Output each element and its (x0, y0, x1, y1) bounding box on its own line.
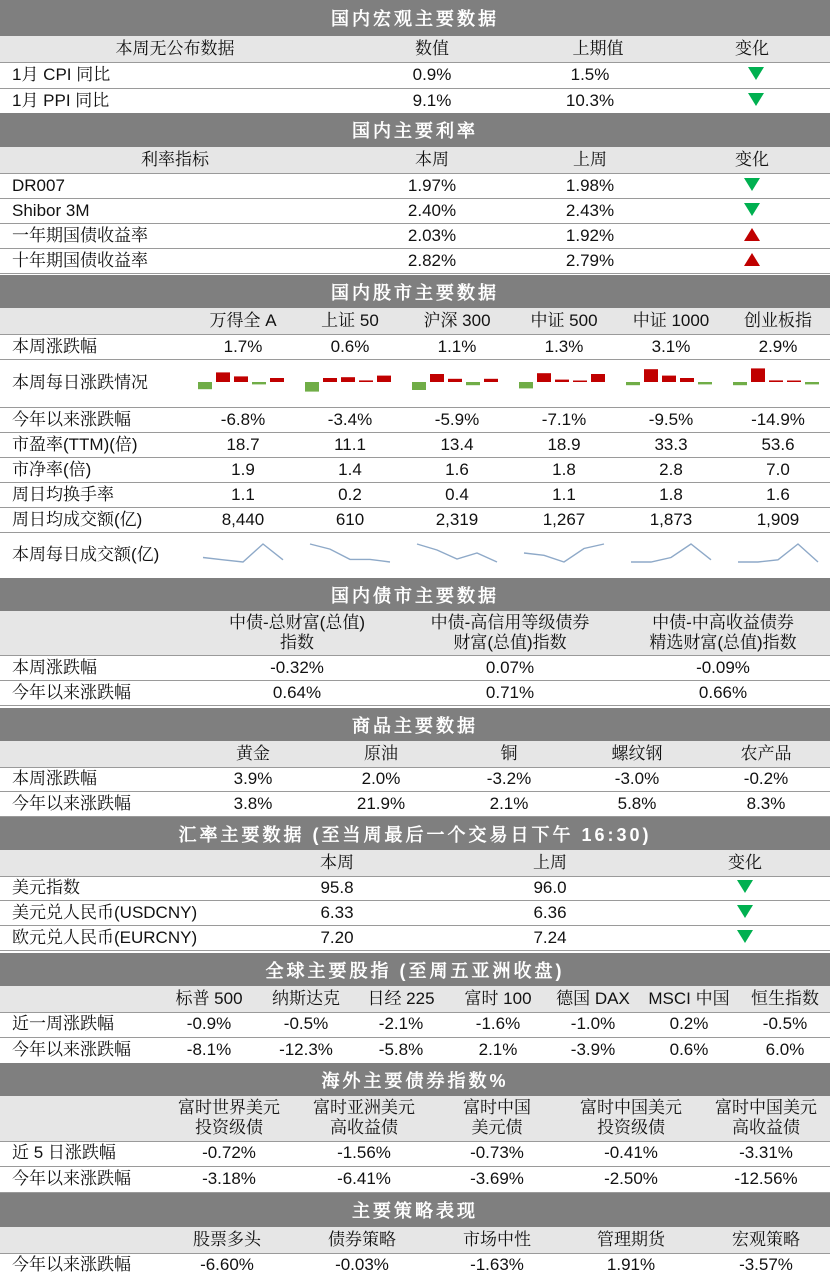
macro-prev-value: 1.5% (570, 65, 610, 84)
stock-turnover-value: 1.1 (231, 485, 255, 504)
row-divider (0, 407, 830, 408)
commodity-col-header: 农产品 (740, 744, 792, 763)
row-divider (0, 1166, 830, 1167)
bond-value: 0.07% (485, 658, 535, 677)
commodity-row-label: 今年以来涨跌幅 (12, 794, 131, 813)
bond-value: -0.09% (696, 658, 750, 677)
row-divider (0, 532, 830, 533)
daily-change-bar (626, 382, 640, 385)
daily-volume-line (524, 544, 604, 562)
overseas-value: -12.56% (734, 1169, 798, 1188)
row-divider (0, 173, 830, 174)
change-down-icon (748, 93, 764, 106)
global-value: -2.1% (378, 1014, 424, 1033)
commodity-value: 2.1% (489, 794, 529, 813)
bond-value: 0.66% (698, 683, 748, 702)
row-divider (0, 334, 830, 335)
daily-change-bar (466, 382, 480, 385)
overseas-value: -1.56% (337, 1143, 391, 1162)
global-row-label: 近一周涨跌幅 (12, 1014, 114, 1033)
bond-index-col-header: 中债-总财富(总值) 指数 (229, 613, 365, 652)
strategy-col-header: 债券策略 (328, 1230, 396, 1249)
row-divider (0, 900, 830, 901)
overseas-value: -0.72% (202, 1143, 256, 1162)
global-index-col-header: 富时 100 (464, 989, 532, 1008)
daily-change-bar (698, 382, 712, 384)
rate-prev-value: 2.79% (565, 251, 615, 270)
daily-change-bar (252, 382, 266, 384)
fx-value: 6.33 (320, 903, 354, 922)
rate-row-label: 十年期国债收益率 (12, 251, 148, 270)
commodity-value: 8.3% (746, 794, 786, 813)
row-divider (0, 767, 830, 768)
commodity-value: 2.0% (361, 769, 401, 788)
stock-ytd-value: -9.5% (648, 410, 694, 429)
stock-pb-value: 1.6 (445, 460, 469, 479)
row-divider (0, 88, 830, 89)
commodity-value: -0.2% (743, 769, 789, 788)
rate-row-label: DR007 (12, 176, 65, 195)
stock-turnover-value: 0.2 (338, 485, 362, 504)
daily-change-bar (769, 380, 783, 382)
daily-change-bar (751, 368, 765, 382)
daily-change-bar-chart (517, 362, 611, 402)
change-down-icon (744, 203, 760, 216)
row-divider (0, 705, 830, 706)
bond-row-label: 本周涨跌幅 (12, 658, 97, 677)
daily-change-bar (377, 376, 391, 382)
daily-change-bar-chart (196, 362, 290, 402)
rates-col-header: 上周 (573, 150, 607, 169)
daily-volume-sparkline (415, 542, 499, 566)
global-index-col-header: MSCI 中国 (648, 989, 730, 1008)
macro-prev-value: 10.3% (565, 91, 615, 110)
strategy-value: -6.60% (200, 1255, 254, 1274)
stock-pb-value: 1.4 (338, 460, 362, 479)
row-divider (0, 925, 830, 926)
macro-col-header: 数值 (415, 39, 449, 58)
daily-volume-line (631, 544, 711, 562)
daily-change-bar (644, 369, 658, 382)
overseas-value: -0.41% (604, 1143, 658, 1162)
overseas-row-label: 今年以来涨跌幅 (12, 1169, 131, 1188)
commodity-value: 3.9% (233, 769, 273, 788)
row-divider (0, 1141, 830, 1142)
row-divider (0, 791, 830, 792)
stock-index-col-header: 上证 50 (321, 311, 379, 330)
row-divider (0, 876, 830, 877)
daily-volume-line (203, 544, 283, 562)
bond-value: -0.32% (270, 658, 324, 677)
daily-change-bar (270, 378, 284, 382)
daily-change-bar (805, 382, 819, 384)
stock-pe-value: 18.9 (547, 435, 581, 454)
rate-value: 1.97% (407, 176, 457, 195)
stock-pb-value: 1.9 (231, 460, 255, 479)
overseas-value: -6.41% (337, 1169, 391, 1188)
stock-weekly-change: 1.3% (544, 337, 584, 356)
daily-volume-sparkline (201, 542, 285, 566)
global-value: 0.2% (669, 1014, 709, 1033)
global-value: 0.6% (669, 1040, 709, 1059)
global-value: -8.1% (186, 1040, 232, 1059)
stock-volume-value: 1,267 (542, 510, 586, 529)
stock-ytd-value: -7.1% (541, 410, 587, 429)
row-divider (0, 248, 830, 249)
overseas-value: -2.50% (604, 1169, 658, 1188)
fx-row-label: 美元指数 (12, 878, 80, 897)
daily-change-bar (359, 380, 373, 382)
change-down-icon (748, 67, 764, 80)
overseas-bond-col-header: 富时亚洲美元 高收益债 (313, 1098, 415, 1137)
stock-index-col-header: 中证 500 (530, 311, 598, 330)
row-divider (0, 1037, 830, 1038)
stock-weekly-change: 1.7% (223, 337, 263, 356)
rate-value: 2.82% (407, 251, 457, 270)
fx-row-label: 美元兑人民币(USDCNY) (12, 903, 198, 922)
row-divider (0, 457, 830, 458)
stock-index-col-header: 创业板指 (744, 311, 812, 330)
global-index-col-header: 德国 DAX (556, 989, 630, 1008)
global-value: -12.3% (279, 1040, 333, 1059)
rate-value: 2.03% (407, 226, 457, 245)
bond-index-col-header: 中债-中高收益债券 精选财富(总值)指数 (649, 613, 797, 652)
daily-change-bar (680, 378, 694, 382)
change-up-icon (744, 228, 760, 241)
fx-col-header: 本周 (320, 853, 354, 872)
strategy-value: -3.57% (739, 1255, 793, 1274)
stock-turnover-value: 1.8 (659, 485, 683, 504)
stock-pe-value: 18.7 (226, 435, 260, 454)
rate-prev-value: 2.43% (565, 201, 615, 220)
stock-pe-value: 13.4 (440, 435, 474, 454)
stock-index-col-header: 中证 1000 (632, 311, 710, 330)
stock-weekly-change: 0.6% (330, 337, 370, 356)
commodity-value: -3.0% (614, 769, 660, 788)
stock-turnover-value: 0.4 (445, 485, 469, 504)
daily-change-bar (573, 381, 587, 383)
daily-change-bar-chart (410, 362, 504, 402)
rates-col-header: 变化 (735, 150, 769, 169)
daily-change-bar-chart (624, 362, 718, 402)
overseas-value: -3.69% (470, 1169, 524, 1188)
stock-turnover-value: 1.1 (552, 485, 576, 504)
daily-change-bar (305, 382, 319, 392)
strategy-col-header: 股票多头 (193, 1230, 261, 1249)
row-divider (0, 655, 830, 656)
rate-value: 2.40% (407, 201, 457, 220)
commodity-col-header: 原油 (364, 744, 398, 763)
global-value: 6.0% (765, 1040, 805, 1059)
stock-weekly-change: 2.9% (758, 337, 798, 356)
daily-volume-sparkline (736, 542, 820, 566)
daily-change-bar (591, 374, 605, 382)
global-section-header: 全球主要股指 (至周五亚洲收盘) (0, 953, 830, 986)
change-down-icon (737, 930, 753, 943)
stock-row-label: 本周每日涨跌情况 (12, 373, 148, 392)
daily-volume-sparkline (629, 542, 713, 566)
row-divider (0, 1012, 830, 1013)
strategies-section-header: 主要策略表现 (0, 1193, 830, 1227)
macro-section-header: 国内宏观主要数据 (0, 0, 830, 36)
commodity-value: 3.8% (233, 794, 273, 813)
change-up-icon (744, 253, 760, 266)
global-value: -3.9% (570, 1040, 616, 1059)
fx-prev-value: 96.0 (533, 878, 567, 897)
stock-ytd-value: -3.4% (327, 410, 373, 429)
stock-ytd-value: -6.8% (220, 410, 266, 429)
macro-value: 9.1% (412, 91, 452, 110)
rates-section-header: 国内主要利率 (0, 113, 830, 147)
macro-row-label: 1月 CPI 同比 (12, 65, 111, 84)
fx-col-header: 变化 (728, 853, 762, 872)
daily-volume-sparkline (522, 542, 606, 566)
daily-change-bar (733, 382, 747, 385)
strategy-value: -0.03% (335, 1255, 389, 1274)
daily-change-bar-chart (731, 362, 825, 402)
stock-ytd-value: -14.9% (751, 410, 805, 429)
stock-pb-value: 1.8 (552, 460, 576, 479)
commodity-value: 5.8% (617, 794, 657, 813)
fx-section-header: 汇率主要数据 (至当周最后一个交易日下午 16:30) (0, 817, 830, 850)
strategy-value: -1.63% (470, 1255, 524, 1274)
bond-value: 0.71% (485, 683, 535, 702)
fx-row-label: 欧元兑人民币(EURCNY) (12, 928, 198, 947)
global-value: 2.1% (478, 1040, 518, 1059)
macro-col-header: 上期值 (572, 39, 624, 58)
stock-volume-value: 2,319 (435, 510, 479, 529)
bond-row-label: 今年以来涨跌幅 (12, 683, 131, 702)
stock-ytd-value: -5.9% (434, 410, 480, 429)
commodity-col-header: 螺纹钢 (611, 744, 663, 763)
strategy-col-header: 市场中性 (463, 1230, 531, 1249)
overseas-value: -3.31% (739, 1143, 793, 1162)
rate-row-label: 一年期国债收益率 (12, 226, 148, 245)
global-value: -1.6% (475, 1014, 521, 1033)
bond-index-col-header: 中债-高信用等级债券 财富(总值)指数 (430, 613, 590, 652)
commodities-section-header: 商品主要数据 (0, 708, 830, 741)
overseas-value: -3.18% (202, 1169, 256, 1188)
rates-col-header: 本周 (415, 150, 449, 169)
fx-prev-value: 7.24 (533, 928, 567, 947)
stock-pe-value: 53.6 (761, 435, 795, 454)
global-index-col-header: 恒生指数 (751, 989, 819, 1008)
stock-pb-value: 2.8 (659, 460, 683, 479)
stock-weekly-change: 1.1% (437, 337, 477, 356)
fx-col-header: 上周 (533, 853, 567, 872)
row-divider (0, 950, 830, 951)
daily-change-bar (198, 382, 212, 389)
fx-value: 7.20 (320, 928, 354, 947)
global-value: -0.5% (283, 1014, 329, 1033)
stock-row-label: 本周涨跌幅 (12, 337, 97, 356)
daily-change-bar (341, 377, 355, 382)
change-down-icon (744, 178, 760, 191)
rate-prev-value: 1.98% (565, 176, 615, 195)
stock-pe-value: 33.3 (654, 435, 688, 454)
stock-index-col-header: 沪深 300 (423, 311, 491, 330)
commodity-row-label: 本周涨跌幅 (12, 769, 97, 788)
macro-value: 0.9% (412, 65, 452, 84)
daily-volume-line (417, 544, 497, 562)
daily-change-bar (430, 374, 444, 382)
daily-change-bar (787, 381, 801, 383)
strategy-col-header: 宏观策略 (732, 1230, 800, 1249)
row-divider (0, 1253, 830, 1254)
stock-row-label: 今年以来涨跌幅 (12, 410, 131, 429)
daily-change-bar-chart (303, 362, 397, 402)
global-value: -5.8% (378, 1040, 424, 1059)
daily-change-bar (484, 379, 498, 382)
stocks-section-header: 国内股市主要数据 (0, 275, 830, 308)
stock-index-col-header: 万得全 A (209, 311, 277, 330)
global-value: -1.0% (570, 1014, 616, 1033)
daily-change-bar (555, 380, 569, 382)
commodity-value: 21.9% (356, 794, 406, 813)
daily-volume-line (738, 544, 818, 562)
overseas-bond-col-header: 富时世界美元 投资级债 (178, 1098, 280, 1137)
stock-volume-value: 1,909 (756, 510, 800, 529)
daily-volume-line (310, 544, 390, 562)
stock-row-label: 周日均成交额(亿) (12, 510, 143, 529)
stock-volume-value: 8,440 (221, 510, 265, 529)
global-value: -0.9% (186, 1014, 232, 1033)
overseas-bond-col-header: 富时中国美元 高收益债 (715, 1098, 817, 1137)
commodity-value: -3.2% (486, 769, 532, 788)
row-divider (0, 273, 830, 274)
global-index-col-header: 日经 225 (367, 989, 435, 1008)
commodity-col-header: 黄金 (236, 744, 270, 763)
overseas-bond-col-header: 富时中国 美元债 (463, 1098, 531, 1137)
bond-value: 0.64% (272, 683, 322, 702)
row-divider (0, 432, 830, 433)
daily-change-bar (216, 372, 230, 382)
overseas-value: -0.73% (470, 1143, 524, 1162)
change-down-icon (737, 905, 753, 918)
stock-turnover-value: 1.6 (766, 485, 790, 504)
strategy-value: 1.91% (606, 1255, 656, 1274)
macro-col-header: 变化 (735, 39, 769, 58)
row-divider (0, 507, 830, 508)
overseas-row-label: 近 5 日涨跌幅 (12, 1143, 116, 1162)
stock-row-label: 周日均换手率 (12, 485, 114, 504)
daily-change-bar (323, 378, 337, 382)
global-row-label: 今年以来涨跌幅 (12, 1040, 131, 1059)
stock-row-label: 本周每日成交额(亿) (12, 545, 160, 564)
stock-volume-value: 610 (335, 510, 365, 529)
daily-volume-sparkline (308, 542, 392, 566)
fx-prev-value: 6.36 (533, 903, 567, 922)
row-divider (0, 359, 830, 360)
row-divider (0, 62, 830, 63)
fx-value: 95.8 (320, 878, 354, 897)
row-divider (0, 223, 830, 224)
commodity-col-header: 铜 (500, 744, 518, 763)
daily-change-bar (519, 382, 533, 388)
bonds-section-header: 国内债市主要数据 (0, 578, 830, 611)
stock-weekly-change: 3.1% (651, 337, 691, 356)
global-value: -0.5% (762, 1014, 808, 1033)
daily-change-bar (234, 376, 248, 382)
overseas-bonds-section-header: 海外主要债券指数% (0, 1063, 830, 1096)
macro-col-header: 本周无公布数据 (115, 39, 235, 58)
strategy-col-header: 管理期货 (597, 1230, 665, 1249)
stock-row-label: 市净率(倍) (12, 460, 92, 479)
change-down-icon (737, 880, 753, 893)
daily-change-bar (662, 376, 676, 382)
row-divider (0, 482, 830, 483)
strategy-row-label: 今年以来涨跌幅 (12, 1255, 131, 1274)
daily-change-bar (412, 382, 426, 390)
daily-change-bar (448, 379, 462, 382)
daily-change-bar (537, 373, 551, 382)
overseas-bond-col-header: 富时中国美元 投资级债 (580, 1098, 682, 1137)
stock-volume-value: 1,873 (649, 510, 693, 529)
rates-col-header: 利率指标 (141, 150, 209, 169)
rate-row-label: Shibor 3M (12, 201, 90, 220)
rate-prev-value: 1.92% (565, 226, 615, 245)
stock-pb-value: 7.0 (766, 460, 790, 479)
macro-row-label: 1月 PPI 同比 (12, 91, 110, 110)
global-index-col-header: 纳斯达克 (272, 989, 340, 1008)
row-divider (0, 680, 830, 681)
stock-pe-value: 11.1 (334, 435, 366, 454)
row-divider (0, 198, 830, 199)
stock-row-label: 市盈率(TTM)(倍) (12, 435, 138, 454)
global-index-col-header: 标普 500 (175, 989, 243, 1008)
